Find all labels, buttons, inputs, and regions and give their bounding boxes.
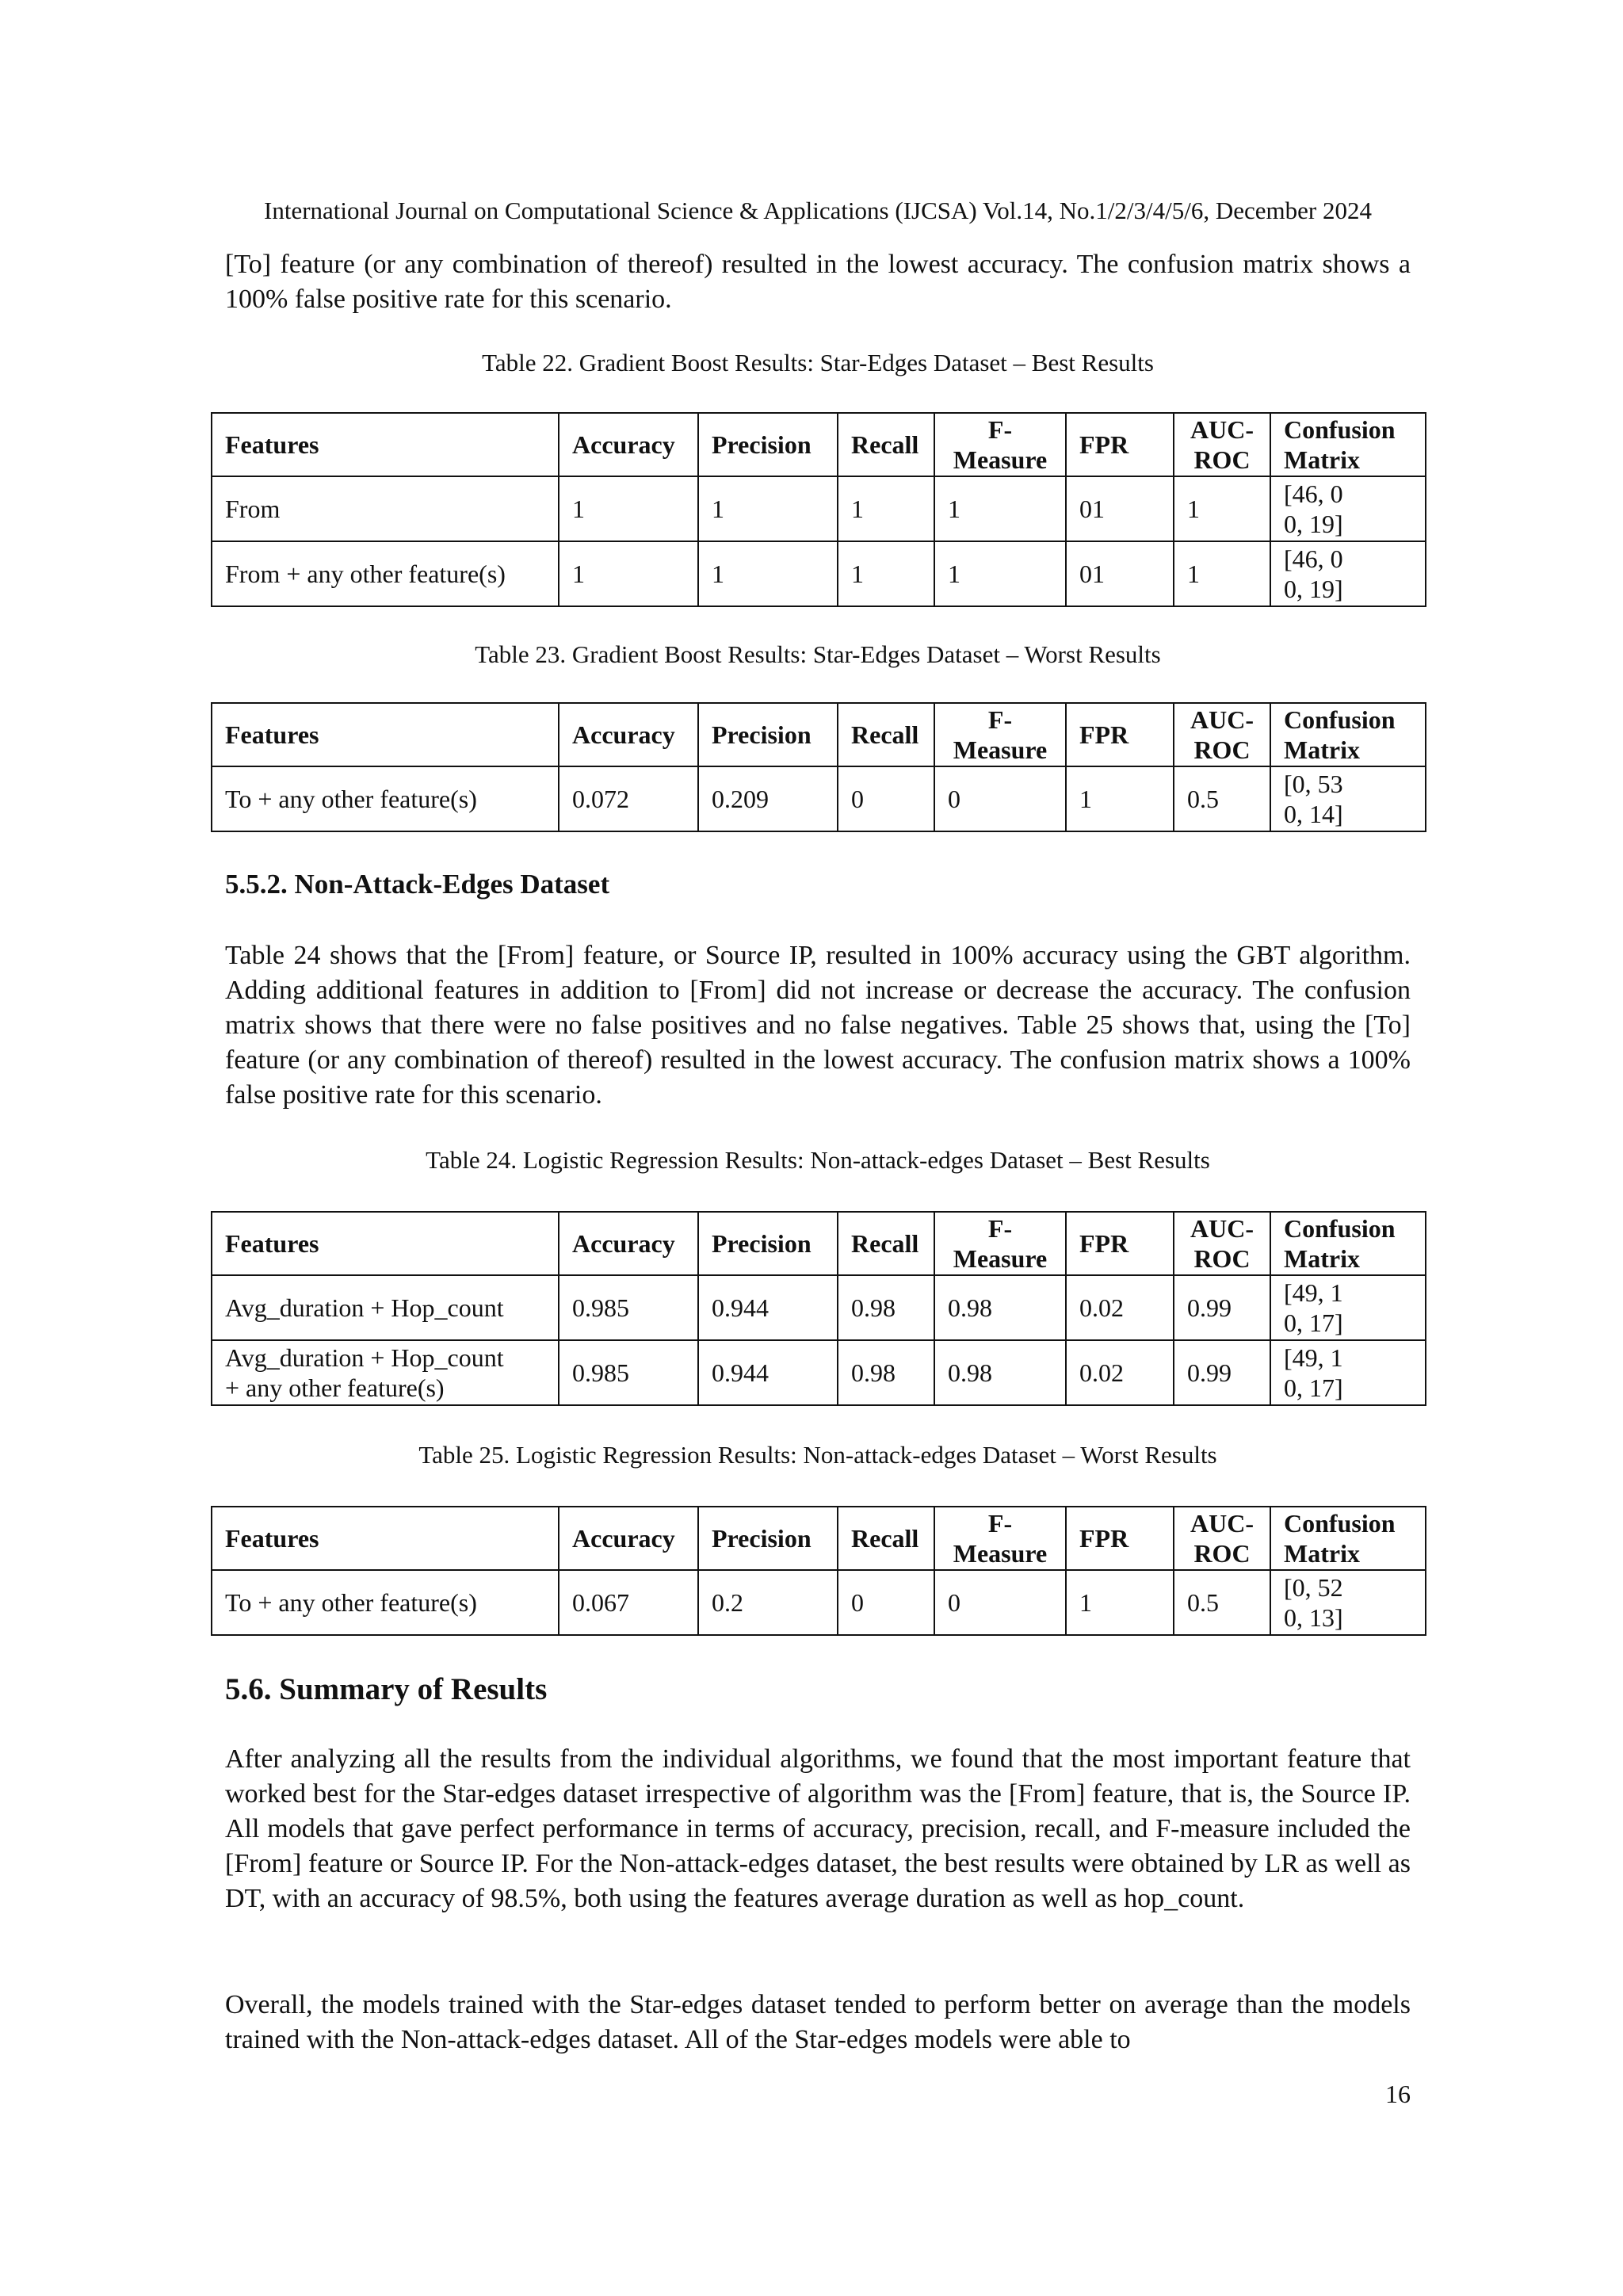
table-row: Avg_duration + Hop_count + any other feature(s) 0.985 0.944 0.98 0.98 0.02 0.99 [49, 1 0, 17] xyxy=(212,1340,1426,1405)
section-heading-5-5-2: 5.5.2. Non-Attack-Edges Dataset xyxy=(225,869,610,900)
col-auc-roc: AUC- ROC xyxy=(1174,1507,1270,1570)
col-accuracy: Accuracy xyxy=(559,1212,698,1275)
table-22-caption: Table 22. Gradient Boost Results: Star-Edges Dataset – Best Results xyxy=(482,349,1154,376)
col-features: Features xyxy=(212,413,559,476)
table-header-row xyxy=(212,703,1426,766)
col-recall: Recall xyxy=(838,413,934,476)
col-accuracy: Accuracy xyxy=(559,413,698,476)
col-accuracy: Accuracy xyxy=(559,1507,698,1570)
col-confusion-matrix: Confusion Matrix xyxy=(1270,413,1426,476)
table-row: Avg_duration + Hop_count 0.985 0.944 0.98 0.98 0.02 0.99 [49, 1 0, 17] xyxy=(212,1275,1426,1340)
col-recall: Recall xyxy=(838,1507,934,1570)
table-23-caption: Table 23. Gradient Boost Results: Star-Edges Dataset – Worst Results xyxy=(475,640,1161,668)
table-header-row xyxy=(212,413,1426,476)
col-f-measure: F- Measure xyxy=(934,1212,1066,1275)
table-23 xyxy=(211,702,1426,832)
col-f-measure: F- Measure xyxy=(934,703,1066,766)
table-row: From + any other feature(s) 1 1 1 1 01 1 [46, 0 0, 19] xyxy=(212,541,1426,606)
col-f-measure: F- Measure xyxy=(934,413,1066,476)
col-features: Features xyxy=(212,1507,559,1570)
col-fpr: FPR xyxy=(1066,1212,1174,1275)
col-precision: Precision xyxy=(698,1212,838,1275)
col-recall: Recall xyxy=(838,1212,934,1275)
col-confusion-matrix: Confusion Matrix xyxy=(1270,1507,1426,1570)
col-fpr: FPR xyxy=(1066,703,1174,766)
col-precision: Precision xyxy=(698,413,838,476)
col-features: Features xyxy=(212,703,559,766)
table-22 xyxy=(211,412,1426,607)
col-confusion-matrix: Confusion Matrix xyxy=(1270,1212,1426,1275)
intro-paragraph: [To] feature (or any combination of thereof) resulted in the lowest accuracy. The confusion matrix shows a 100% false positive rate for this scenario. xyxy=(225,250,1411,314)
table-25-caption: Table 25. Logistic Regression Results: Non-attack-edges Dataset – Worst Results xyxy=(418,1441,1217,1469)
table-row: From 1 1 1 1 01 1 [46, 0 0, 19] xyxy=(212,476,1426,541)
table-row: To + any other feature(s) 0.072 0.209 0 0 1 0.5 [0, 53 0, 14] xyxy=(212,766,1426,831)
page-number: 16 xyxy=(1385,2080,1411,2108)
col-fpr: FPR xyxy=(1066,1507,1174,1570)
section-5-6-paragraph-2: Overall, the models trained with the Star-edges dataset tended to perform better on average than the models trained with the Non-attack-edges dataset. All of the Star-edges models were able to xyxy=(225,1990,1411,2054)
col-precision: Precision xyxy=(698,1507,838,1570)
col-accuracy: Accuracy xyxy=(559,703,698,766)
section-5-5-2-paragraph: Table 24 shows that the [From] feature, or Source IP, resulted in 100% accuracy using the GBT algorithm. Adding additional features in addition to [From] did not increase or decrease the accuracy. The confusion matrix shows that there were no false positives and no false negatives. Table 25 shows that, using the [To] feature (or any combination of thereof) resulted in the lowest accuracy. The confusion matrix shows a 100% false positive rate for this scenario. xyxy=(225,941,1411,1110)
section-heading-5-6: 5.6. Summary of Results xyxy=(225,1672,548,1706)
table-header-row xyxy=(212,1507,1426,1570)
table-row: To + any other feature(s) 0.067 0.2 0 0 1 0.5 [0, 52 0, 13] xyxy=(212,1570,1426,1635)
col-confusion-matrix: Confusion Matrix xyxy=(1270,703,1426,766)
col-recall: Recall xyxy=(838,703,934,766)
section-5-6-paragraph-1: After analyzing all the results from the individual algorithms, we found that the most important feature that worked best for the Star-edges dataset irrespective of algorithm was the [From] feature, that is, the Source IP. All models that gave perfect performance in terms of accuracy, precision, recall, and F-measure included the [From] feature or Source IP. For the Non-attack-edges dataset, the best results were obtained by LR as well as DT, with an accuracy of 98.5%, both using the features average duration as well as hop_count. xyxy=(225,1744,1411,1913)
col-precision: Precision xyxy=(698,703,838,766)
col-auc-roc: AUC- ROC xyxy=(1174,1212,1270,1275)
table-24 xyxy=(211,1211,1426,1406)
table-25 xyxy=(211,1506,1426,1636)
table-header-row xyxy=(212,1212,1426,1275)
col-features: Features xyxy=(212,1212,559,1275)
table-24-caption: Table 24. Logistic Regression Results: Non-attack-edges Dataset – Best Results xyxy=(426,1146,1210,1174)
col-fpr: FPR xyxy=(1066,413,1174,476)
col-f-measure: F- Measure xyxy=(934,1507,1066,1570)
running-head: International Journal on Computational Science & Applications (IJCSA) Vol.14, No.1/2/3/4/5/6, December 2024 xyxy=(264,197,1372,224)
col-auc-roc: AUC- ROC xyxy=(1174,413,1270,476)
col-auc-roc: AUC- ROC xyxy=(1174,703,1270,766)
